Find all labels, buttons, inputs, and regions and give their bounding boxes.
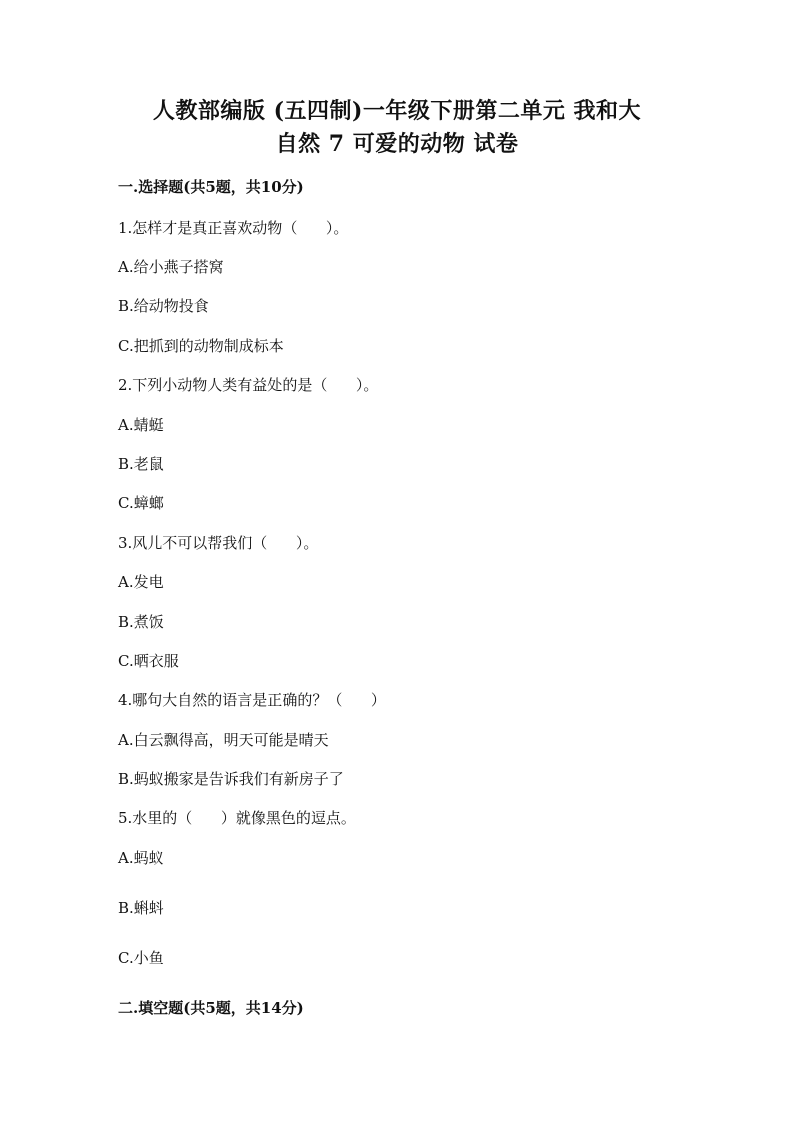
question-option: B.蚂蚁搬家是告诉我们有新房子了 [118,770,344,788]
question-stem: 2.下列小动物人类有益处的是（ ）。 [118,376,379,394]
question-option: C.晒衣服 [118,652,179,670]
question-option: A.给小燕子搭窝 [118,258,224,276]
question-option: C.蟑螂 [118,494,164,512]
question-option: C.把抓到的动物制成标本 [118,337,284,355]
question-option: C.小鱼 [118,949,164,967]
document-title-line-2: 自然 7 可爱的动物 试卷 [275,131,519,157]
question-option: A.发电 [118,573,164,591]
section-heading-fill-blank: 二.填空题(共5题，共14分) [118,999,304,1017]
question-option: A.白云飘得高，明天可能是晴天 [118,731,329,749]
question-option: B.煮饭 [118,613,164,631]
question-option: B.蝌蚪 [118,899,164,917]
question-option: B.给动物投食 [118,297,209,315]
question-stem: 5.水里的（ ）就像黑色的逗点。 [118,809,356,827]
question-stem: 3.风儿不可以帮我们（ ）。 [118,534,319,552]
question-stem: 1.怎样才是真正喜欢动物（ ）。 [118,219,349,237]
question-option: B.老鼠 [118,455,164,473]
section-heading-choice: 一.选择题(共5题，共10分) [118,178,304,196]
question-stem: 4.哪句大自然的语言是正确的？（ ） [118,691,386,709]
question-option: A.蚂蚁 [118,849,164,867]
question-option: A.蜻蜓 [118,416,164,434]
document-title-line-1: 人教部编版 (五四制)一年级下册第二单元 我和大 [152,98,642,124]
